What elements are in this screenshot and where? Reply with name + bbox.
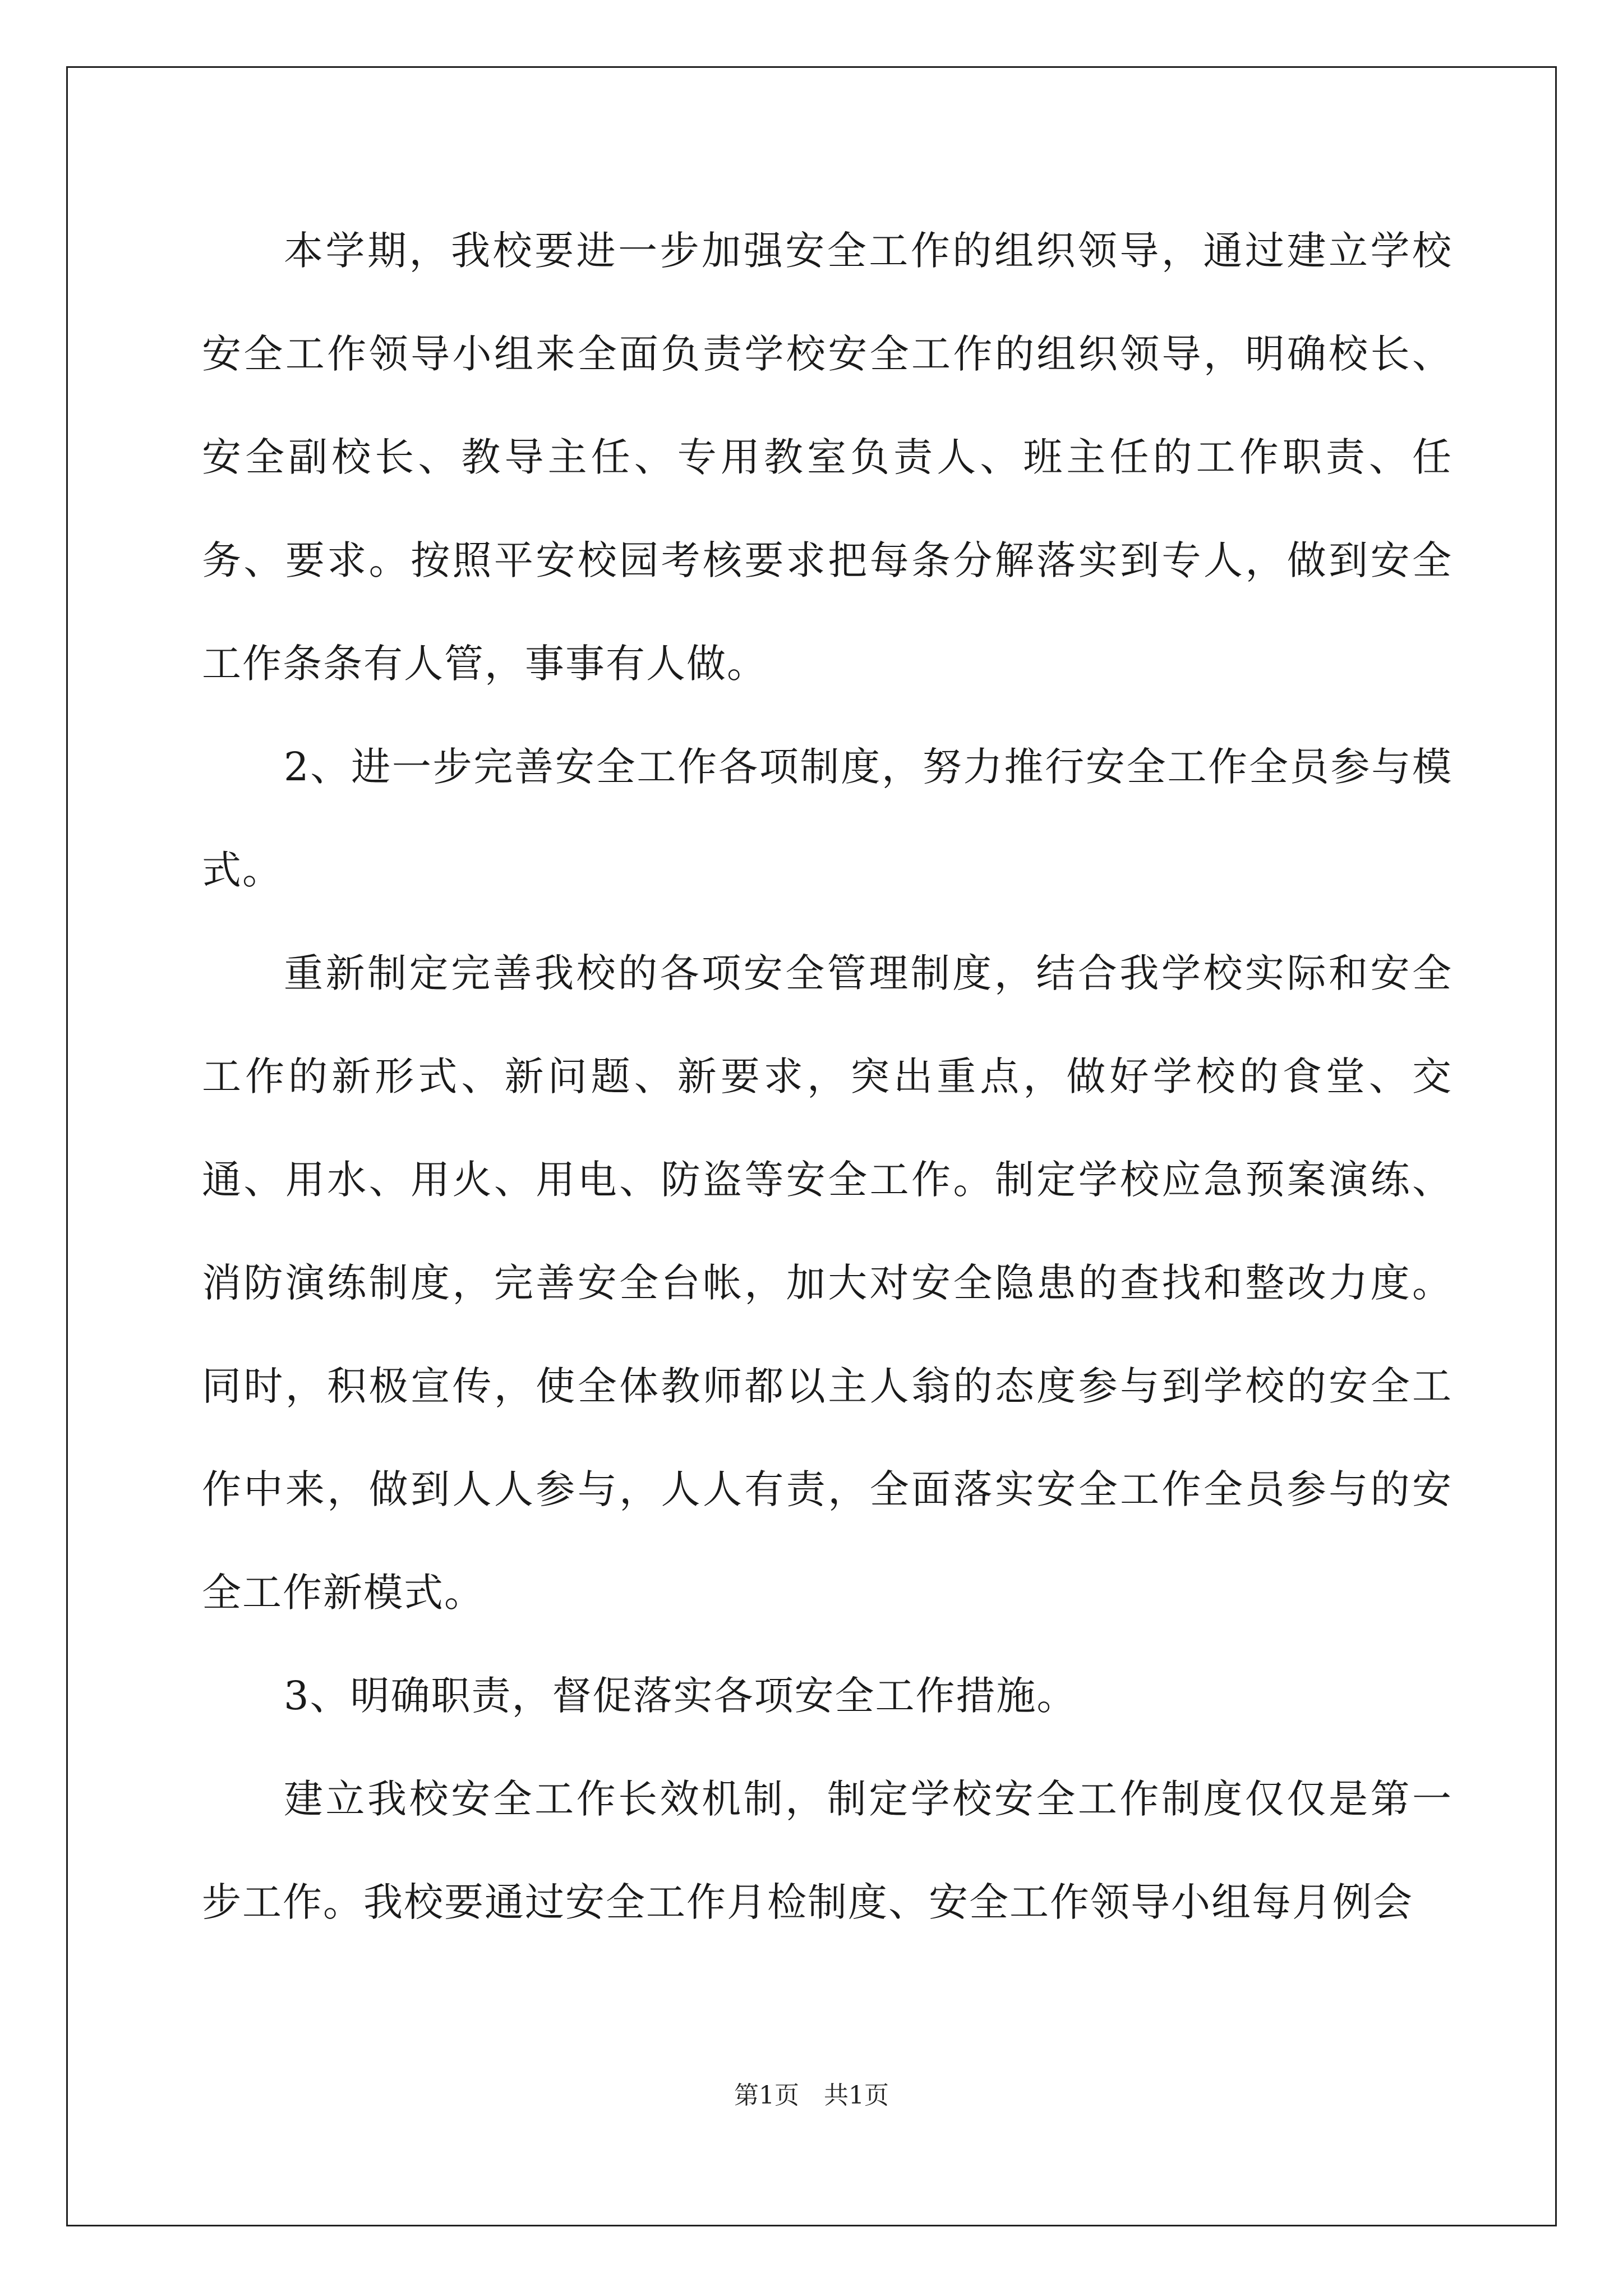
page-footer: 第1页 共1页 [734, 2081, 889, 2110]
paragraph-1: 本学期，我校要进一步加强安全工作的组织领导，通过建立学校安全工作领导小组来全面负责学校安全工作的组织领导，明确校长、安全副校长、教导主任、专用教室负责人、班主任的工作职责、任务、要求。按照平安校园考核要求把每条分解落实到专人，做到安全工作条条有人管，事事有人做。 [202, 228, 1453, 687]
paragraph-5: 建立我校安全工作长效机制，制定学校安全工作制度仅仅是第一步工作。我校要通过安全工作月检制度、安全工作领导小组每月例会 [202, 1776, 1453, 1925]
paragraph-3: 重新制定完善我校的各项安全管理制度，结合我学校实际和安全工作的新形式、新问题、新要求，突出重点，做好学校的食堂、交通、用水、用火、用电、防盗等安全工作。制定学校应急预案演练、消防演练制度，完善安全台帐，加大对安全隐患的查找和整改力度。同时，积极宣传，使全体教师都以主人翁的态度参与到学校的安全工作中来，做到人人参与，人人有责，全面落实安全工作全员参与的安全工作新模式。 [202, 950, 1453, 1616]
document-body [202, 199, 1453, 1954]
paragraph-4: 3、明确职责，督促落实各项安全工作措施。 [284, 1673, 1077, 1719]
paragraph-2: 2、进一步完善安全工作各项制度，努力推行安全工作全员参与模式。 [202, 744, 1453, 893]
